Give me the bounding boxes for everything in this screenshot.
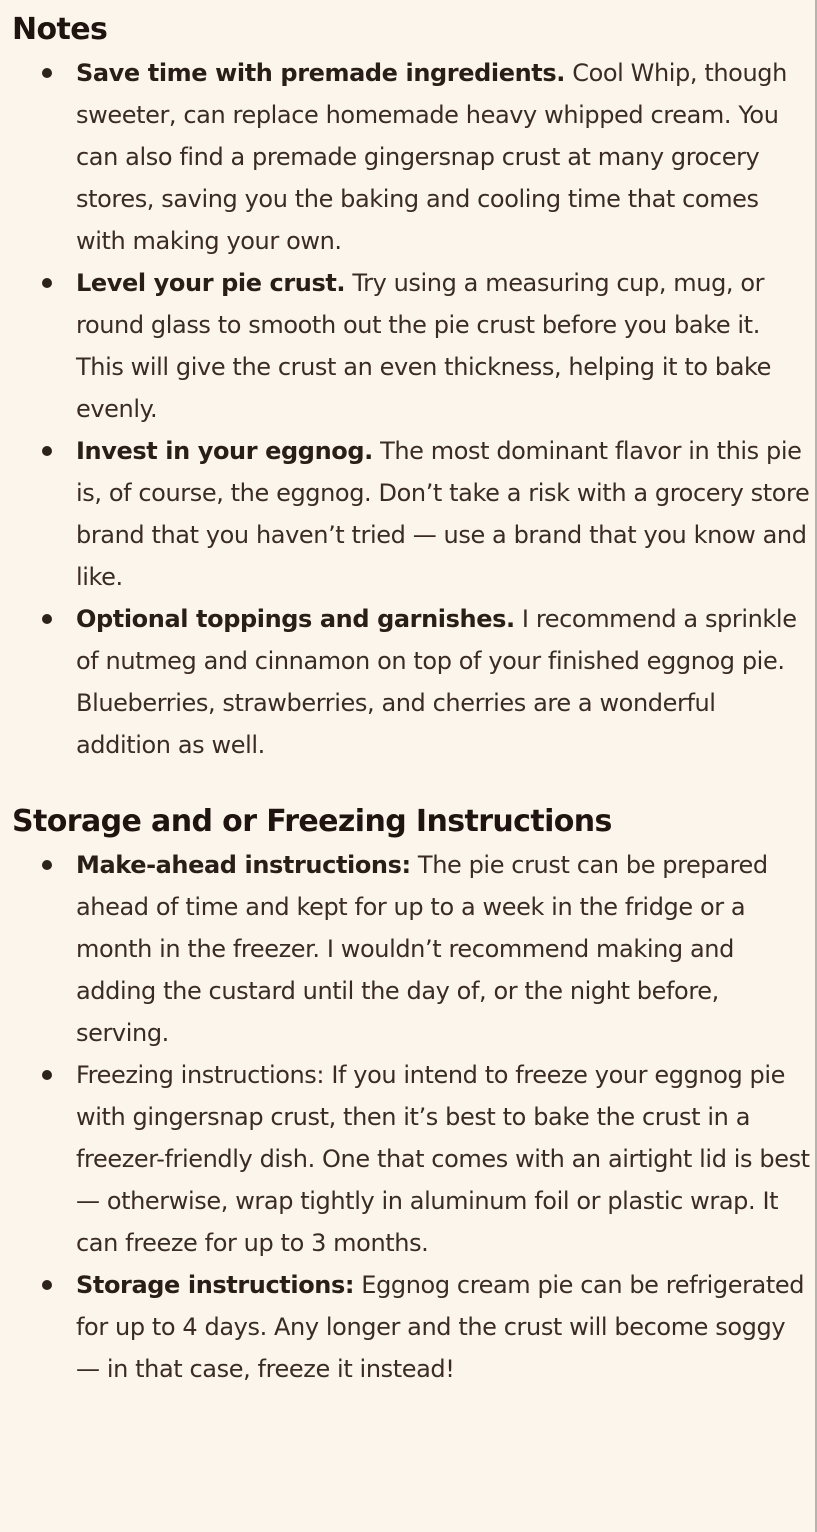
bullet-icon	[42, 614, 52, 624]
notes-item-title: Save time with premade ingredients.	[76, 59, 565, 87]
notes-item	[12, 598, 812, 766]
storage-item	[12, 844, 812, 1054]
notes-item	[12, 262, 812, 430]
storage-item	[12, 1264, 812, 1390]
bullet-icon	[42, 860, 52, 870]
notes-heading: Notes	[12, 12, 108, 47]
bullet-icon	[42, 1280, 52, 1290]
storage-item-title: Make-ahead instructions:	[76, 851, 411, 879]
storage-item-text: Freezing instructions: If you intend to freeze your eggnog pie with gingersnap crust, then it’s best to bake the crust in a freezer-friendly dish. One that comes with an airtight lid is best — otherwise, wrap tightly in aluminum foil or plastic wrap. It can freeze for up to 3 months.	[76, 1061, 810, 1257]
notes-item-text: Cool Whip, though sweeter, can replace homemade heavy whipped cream. You can also find a premade gingersnap crust at many grocery stores, saving you the baking and cooling time that comes with making your own.	[76, 59, 787, 255]
storage-item	[12, 1054, 812, 1264]
notes-item-title: Level your pie crust.	[76, 269, 346, 297]
notes-item	[12, 52, 812, 262]
storage-item-text: The pie crust can be prepared ahead of time and kept for up to a week in the fridge or a month in the freezer. I wouldn’t recommend making and adding the custard until the day of, or the night before, serving.	[76, 851, 768, 1047]
notes-item-title: Optional toppings and garnishes.	[76, 605, 515, 633]
notes-list	[12, 52, 812, 766]
notes-item-text: Try using a measuring cup, mug, or round glass to smooth out the pie crust before you bake it. This will give the crust an even thickness, helping it to bake evenly.	[76, 269, 772, 423]
storage-list	[12, 844, 812, 1390]
storage-item-text: Eggnog cream pie can be refrigerated for up to 4 days. Any longer and the crust will become soggy — in that case, freeze it instead!	[76, 1271, 805, 1383]
bullet-icon	[42, 68, 52, 78]
bullet-icon	[42, 1070, 52, 1080]
notes-item-text: I recommend a sprinkle of nutmeg and cinnamon on top of your finished eggnog pie. Blueberries, strawberries, and cherries are a wonderful addition as well.	[76, 605, 797, 759]
notes-item	[12, 430, 812, 598]
recipe-notes-content	[12, 8, 812, 1390]
bullet-icon	[42, 446, 52, 456]
notes-item-text: The most dominant flavor in this pie is, of course, the eggnog. Don’t take a risk with a grocery store brand that you haven’t tried — use a brand that you know and like.	[76, 437, 810, 591]
storage-item-title: Storage instructions:	[76, 1271, 355, 1299]
notes-item-title: Invest in your eggnog.	[76, 437, 373, 465]
storage-heading: Storage and or Freezing Instructions	[12, 804, 612, 839]
bullet-icon	[42, 278, 52, 288]
